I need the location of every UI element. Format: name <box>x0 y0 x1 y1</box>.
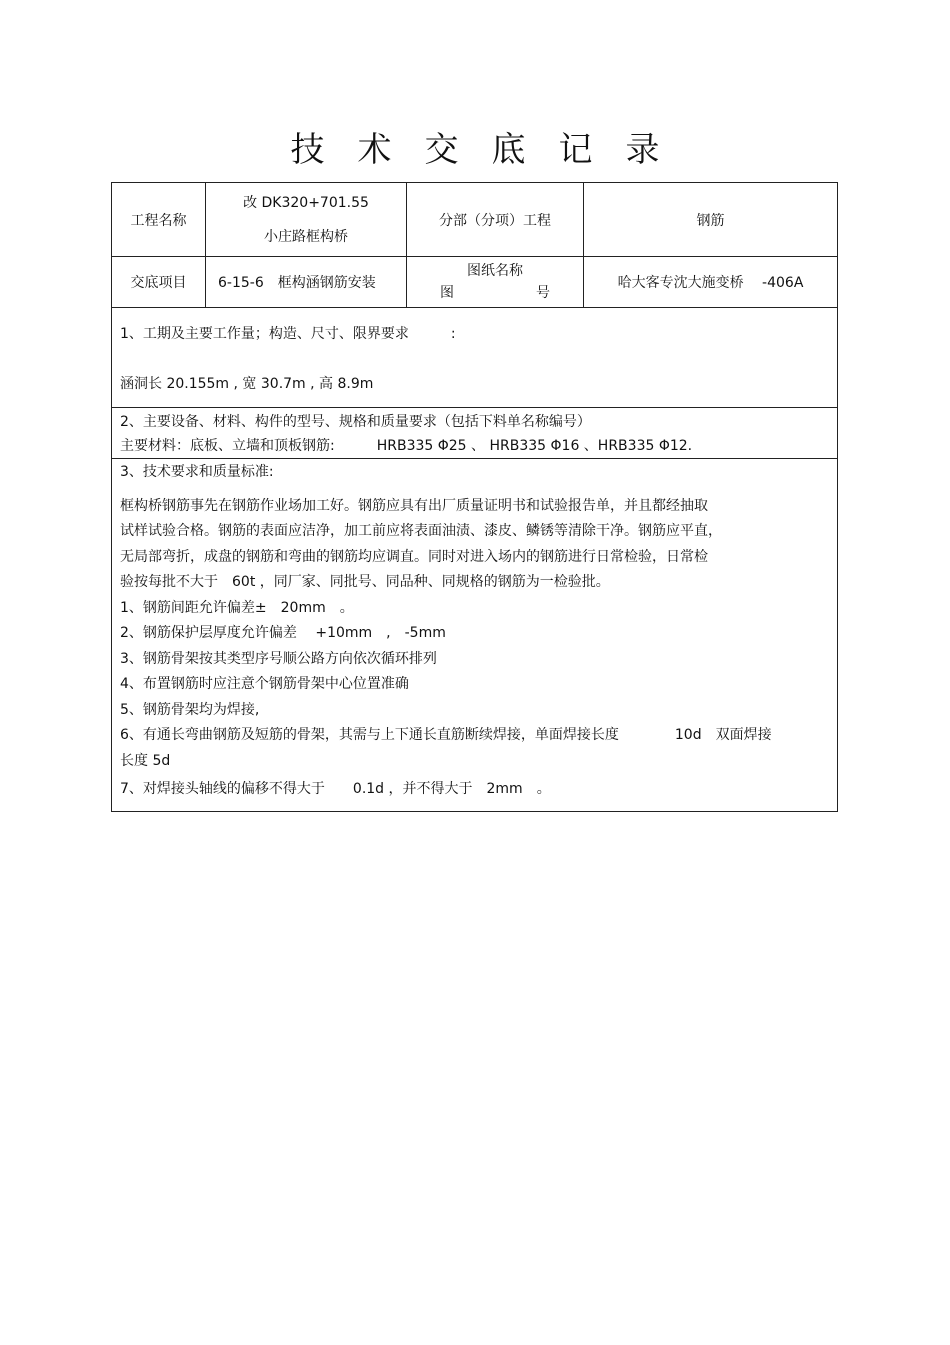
section2-heading: 2、主要设备、材料、构件的型号、规格和质量要求（包括下料单名称编号） <box>120 414 591 430</box>
requirement-item: 6、有通长弯曲钢筋及短筋的骨架，其需与上下通长直筋断续焊接，单面焊接长度 10d 双面焊接 <box>120 727 772 743</box>
briefing-item-value: 6-15-6 框构涵钢筋安装 <box>206 257 407 308</box>
requirement-item: 5、钢筋骨架均为焊接, <box>120 701 260 718</box>
drawing-label <box>407 257 584 308</box>
subproject-value: 钢筋 <box>584 183 837 257</box>
requirement-item: 长度 5d <box>120 752 171 769</box>
requirement-item: 7、对焊接头轴线的偏移不得大于 0.1d ，并不得大于 2mm 。 <box>120 781 551 797</box>
drawing-number-label <box>440 282 550 304</box>
drawing-value: 哈大客专沈大施变桥 -406A <box>584 257 837 308</box>
section3-paragraph-line: 验按每批不大于 60t ，同厂家、同批号、同品种、同规格的钢筋为一检验批。 <box>120 574 610 590</box>
section3-heading: 3、技术要求和质量标准: <box>120 464 274 480</box>
section3-paragraph-line: 框构桥钢筋事先在钢筋作业场加工好。钢筋应具有出厂质量证明书和试验报告单，并且都经抽取 <box>120 497 708 514</box>
requirement-item: 3、钢筋骨架按其类型序号顺公路方向依次循环排列 <box>120 650 437 667</box>
section-materials <box>112 408 837 459</box>
drawing-number-label-b: 号 <box>536 285 550 301</box>
section2-content: 主要材料：底板、立墙和顶板钢筋: HRB335 Φ25 、 HRB335 Φ16 、HRB335 Φ12. <box>120 438 693 454</box>
header-grid <box>112 183 837 308</box>
project-name-value <box>206 183 407 257</box>
section3-paragraph-line: 无局部弯折，成盘的钢筋和弯曲的钢筋均应调直。同时对进入场内的钢筋进行日常检验，日常检 <box>120 548 708 565</box>
subproject-label: 分部（分项）工程 <box>407 183 584 257</box>
briefing-item-label: 交底项目 <box>112 257 206 308</box>
section-requirements <box>112 459 837 811</box>
project-name-line2: 小庄路框构桥 <box>264 228 348 245</box>
project-name-label: 工程名称 <box>112 183 206 257</box>
drawing-name-label: 图纸名称 <box>467 263 523 279</box>
requirement-item: 4、布置钢筋时应注意个钢筋骨架中心位置准确 <box>120 676 409 692</box>
section1-content: 涵洞长 20.155m , 宽 30.7m , 高 8.9m <box>120 376 374 392</box>
requirement-item: 2、钢筋保护层厚度允许偏差 +10mm , -5mm <box>120 625 446 641</box>
section-workload <box>112 308 837 408</box>
briefing-record-table <box>111 182 838 812</box>
section1-heading: 1、工期及主要工作量；构造、尺寸、限界要求 : <box>120 326 456 342</box>
project-name-line1: 改 DK320+701.55 <box>243 194 369 211</box>
page-title: 技术交底记录 <box>290 130 693 170</box>
drawing-number-label-a: 图 <box>440 285 454 301</box>
section3-paragraph-line: 试样试验合格。钢筋的表面应洁净，加工前应将表面油渍、漆皮、鳞锈等清除干净。钢筋应平直， <box>120 523 722 539</box>
requirement-item: 1、钢筋间距允许偏差± 20mm 。 <box>120 599 354 616</box>
